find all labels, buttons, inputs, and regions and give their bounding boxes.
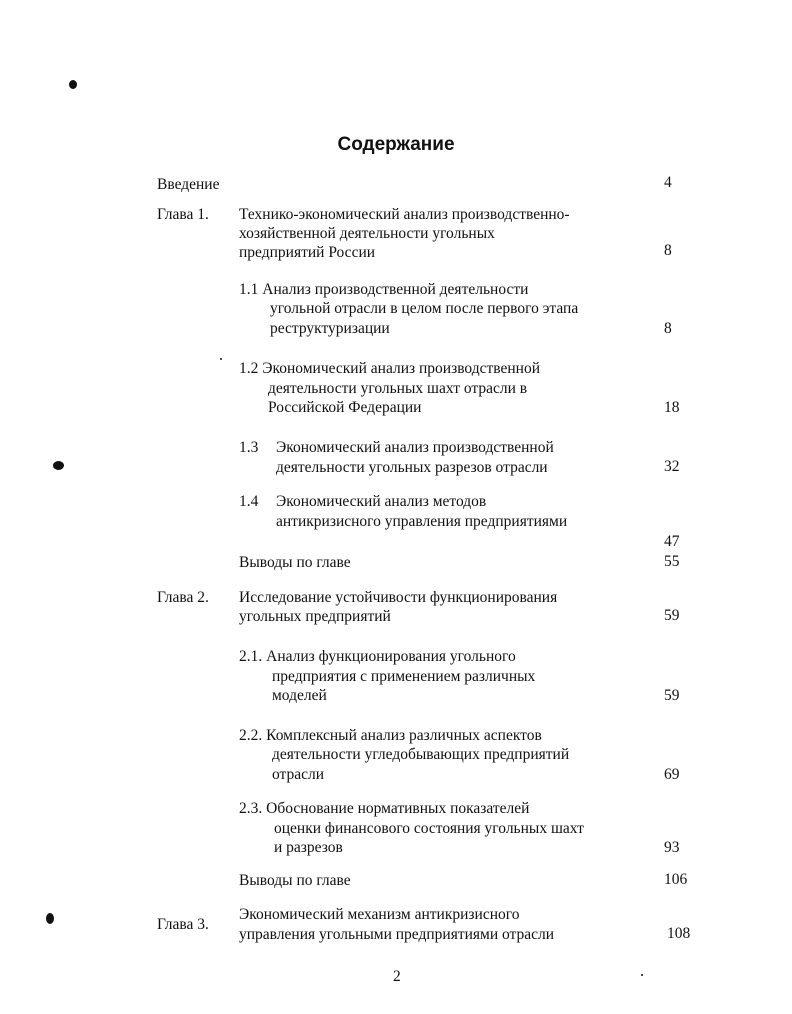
toc-page-number: 59 [664,607,680,624]
toc-entry-line: деятельности угольных разрезов отрасли [276,459,548,476]
toc-page-number: 8 [664,242,672,259]
toc-chapter-label: Глава 2. [157,589,209,606]
toc-page-number: 106 [664,871,688,888]
toc-entry-line: Экономический механизм антикризисного [239,906,520,923]
toc-section-number: 1.4 [239,493,259,510]
toc-conclusion-label: Выводы по главе [239,554,351,571]
toc-entry-line: Экономический анализ методов [276,493,487,510]
toc-conclusion-label: Выводы по главе [239,872,351,889]
page-number: 2 [393,968,401,985]
toc-page-number: 32 [664,458,680,475]
toc-entry-line: и разрезов [274,839,343,856]
scan-speck [53,461,64,470]
toc-entry-line: хозяйственной деятельности угольных [239,225,495,242]
toc-entry-line: отрасли [272,766,325,783]
toc-entry-line: предприятий России [239,244,376,261]
toc-entry-line: 2.3. Обоснование нормативных показателей [239,800,530,817]
toc-entry-line: Российской Федерации [268,399,422,416]
toc-entry-line: угольной отрасли в целом после первого этапа [270,300,579,317]
toc-entry-line: Технико-экономический анализ производственно- [239,206,570,223]
toc-entry-line: Исследование устойчивости функционирования [239,589,558,606]
toc-entry-line: 1.1 Анализ производственной деятельности [239,281,529,298]
toc-entry-line: деятельности угледобывающих предприятий [272,746,570,763]
toc-page-number: 8 [664,320,672,337]
toc-entry-line: моделей [272,687,327,704]
toc-page-number: 59 [664,687,680,704]
toc-intro-label: Введение [157,176,220,193]
toc-entry-line: 2.1. Анализ функционирования угольного [239,648,516,665]
toc-page-number: 55 [664,553,680,570]
toc-entry-line: 1.2 Экономический анализ производственной [239,360,540,377]
toc-page-number: 93 [664,839,680,856]
scan-speck [69,80,77,89]
toc-entry-line: оценки финансового состояния угольных шахт [274,820,584,837]
toc-entry-line: деятельности угольных шахт отрасли в [268,380,528,397]
toc-entry-line: реструктуризации [270,320,390,337]
toc-entry-line: предприятия с применением различных [272,668,536,685]
toc-page-number: 108 [667,925,691,942]
page-title: Содержание [337,134,455,155]
toc-section-number: 1.3 [239,439,259,456]
toc-page-number: 47 [664,533,680,550]
toc-entry-line: Экономический анализ производственной [276,439,554,456]
toc-entry-line: 2.2. Комплексный анализ различных аспектов [239,727,542,744]
toc-chapter-label: Глава 3. [157,916,209,933]
scan-speck [46,913,54,924]
toc-page-number: 4 [664,174,672,191]
scan-speck [641,974,643,976]
toc-chapter-label: Глава 1. [157,206,209,223]
toc-page-number: 18 [664,399,680,416]
toc-entry-line: антикризисного управления предприятиями [276,513,568,530]
toc-page-number: 69 [664,766,680,783]
toc-entry-line: управления угольными предприятиями отрасли [239,926,555,943]
toc-entry-line: угольных предприятий [239,608,391,625]
scan-speck [220,358,222,360]
